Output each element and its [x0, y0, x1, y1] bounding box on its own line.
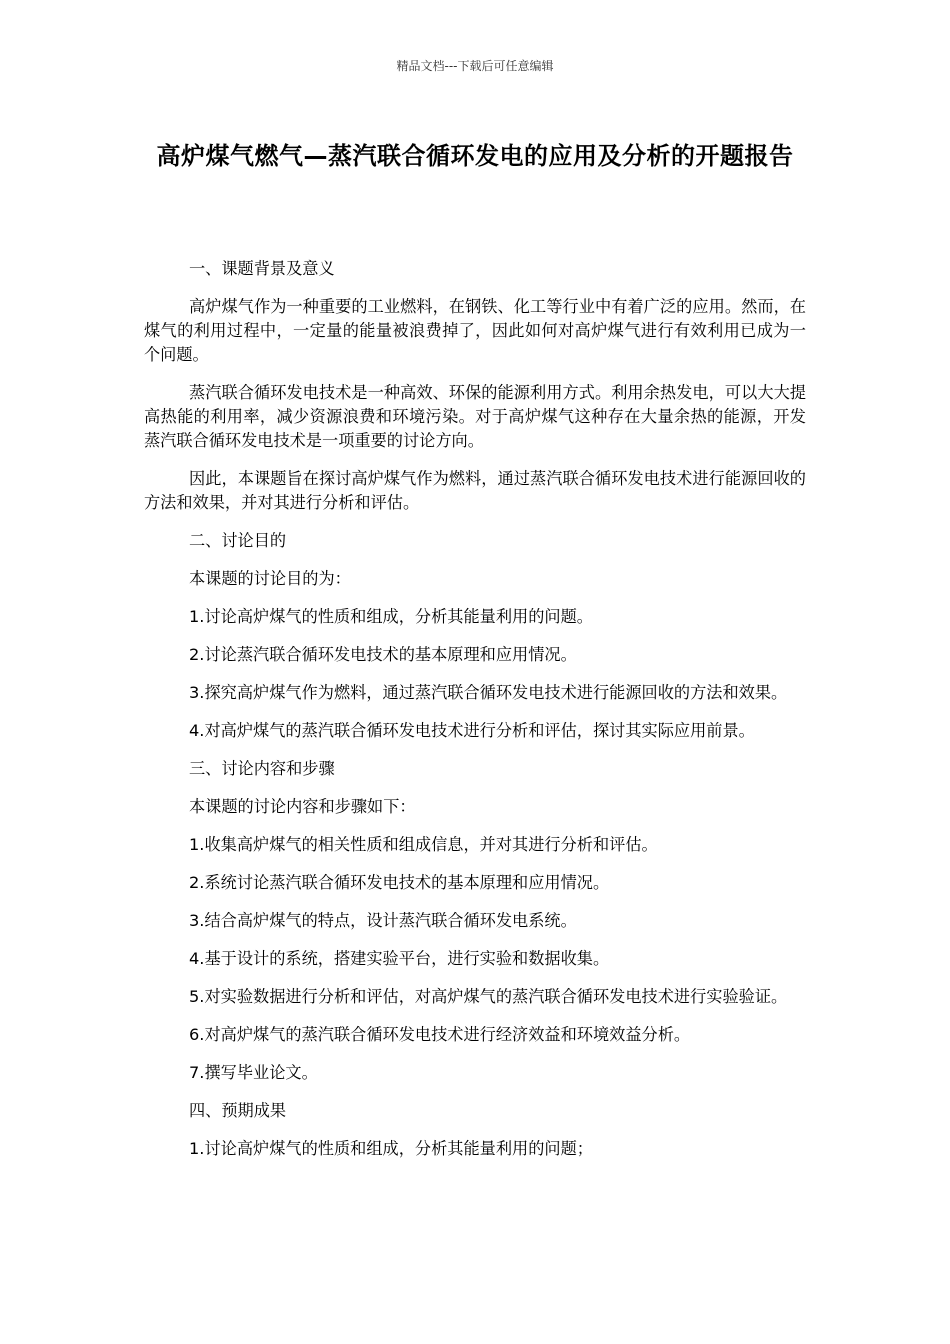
paragraph: 高炉煤气作为一种重要的工业燃料，在钢铁、化工等行业中有着广泛的应用。然而，在煤气的利用过程中，一定量的能量被浪费掉了，因此如何对高炉煤气进行有效利用已成为一个问题。 [144, 297, 806, 364]
document-title: 高炉煤气燃气—蒸汽联合循环发电的应用及分析的开题报告 [156, 142, 794, 170]
paragraph: 本课题的讨论内容和步骤如下： [189, 797, 416, 816]
list-item: 7.撰写毕业论文。 [189, 1063, 318, 1082]
list-item: 1.讨论高炉煤气的性质和组成，分析其能量利用的问题； [189, 1139, 593, 1158]
document-body [144, 257, 806, 1175]
page-header: 精品文档---下载后可任意编辑 [396, 59, 554, 73]
list-item: 3.探究高炉煤气作为燃料，通过蒸汽联合循环发电技术进行能源回收的方法和效果。 [189, 683, 788, 702]
list-item: 3.结合高炉煤气的特点，设计蒸汽联合循环发电系统。 [189, 911, 577, 930]
list-item: 1.讨论高炉煤气的性质和组成，分析其能量利用的问题。 [189, 607, 593, 626]
section-heading: 一、课题背景及意义 [189, 259, 335, 278]
list-item: 1.收集高炉煤气的相关性质和组成信息，并对其进行分析和评估。 [189, 835, 658, 854]
list-item: 2.讨论蒸汽联合循环发电技术的基本原理和应用情况。 [189, 645, 577, 664]
list-item: 2.系统讨论蒸汽联合循环发电技术的基本原理和应用情况。 [189, 873, 610, 892]
list-item: 5.对实验数据进行分析和评估，对高炉煤气的蒸汽联合循环发电技术进行实验验证。 [189, 987, 788, 1006]
section-heading: 二、讨论目的 [189, 531, 287, 550]
section-heading: 四、预期成果 [189, 1101, 287, 1120]
list-item: 4.对高炉煤气的蒸汽联合循环发电技术进行分析和评估，探讨其实际应用前景。 [189, 721, 755, 740]
list-item: 6.对高炉煤气的蒸汽联合循环发电技术进行经济效益和环境效益分析。 [189, 1025, 691, 1044]
paragraph: 蒸汽联合循环发电技术是一种高效、环保的能源利用方式。利用余热发电，可以大大提高热能的利用率，减少资源浪费和环境污染。对于高炉煤气这种存在大量余热的能源，开发蒸汽联合循环发电技术是一项重要的讨论方向。 [144, 383, 806, 450]
section-heading: 三、讨论内容和步骤 [189, 759, 335, 778]
list-item: 4.基于设计的系统，搭建实验平台，进行实验和数据收集。 [189, 949, 610, 968]
paragraph: 本课题的讨论目的为： [189, 569, 351, 588]
paragraph: 因此，本课题旨在探讨高炉煤气作为燃料，通过蒸汽联合循环发电技术进行能源回收的方法和效果，并对其进行分析和评估。 [144, 469, 806, 512]
